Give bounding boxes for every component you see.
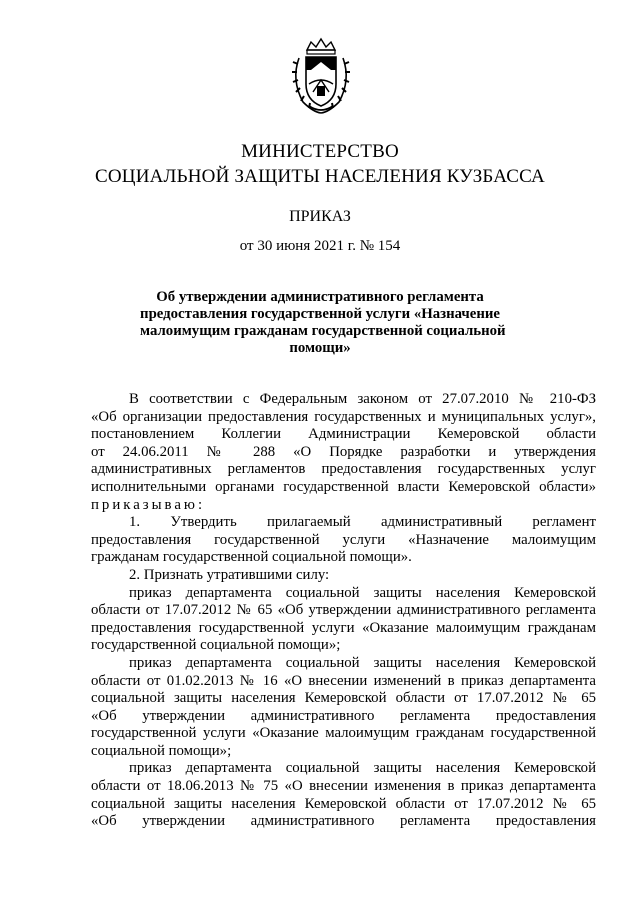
body-line: области от 01.02.2013 № 16 «О внесении изменений в приказ департамента (91, 672, 596, 689)
body-line: В соответствии с Федеральным законом от 27.07.2010 № 210-ФЗ (129, 391, 596, 407)
coat-of-arms-icon (289, 36, 353, 116)
order-title (140, 289, 506, 357)
body-line: приказ департамента социальной защиты населения Кемеровской (129, 760, 596, 777)
body-line: приказ департамента социальной защиты населения Кемеровской (129, 584, 596, 601)
order-title-line: помощи» (289, 340, 351, 356)
ministry-title-line-2: СОЦИАЛЬНОЙ ЗАЩИТЫ НАСЕЛЕНИЯ КУЗБАССА (95, 166, 545, 187)
body-line: «Об утверждении административного регламента предоставления (91, 707, 596, 724)
body-line: от 24.06.2011 № 288 «О Порядке разработки и утверждения (91, 443, 596, 460)
body-line: социальной защиты населения Кемеровской области от 17.07.2012 № 65 (91, 795, 596, 812)
body-line: государственной социальной помощи»; (91, 637, 341, 654)
document-date-number: от 30 июня 2021 г. № 154 (239, 238, 401, 254)
ministry-title-line-1: МИНИСТЕРСТВО (241, 141, 399, 162)
body-line: «Об организации предоставления государственных и муниципальных услуг», (91, 408, 596, 425)
body-line-item-2: 2. Признать утратившими силу: (129, 566, 330, 583)
order-title-line: малоимущим гражданам государственной социальной (140, 323, 506, 339)
body-line: приказ департамента социальной защиты населения Кемеровской (129, 654, 596, 671)
body-line: «Об утверждении административного регламента предоставления (91, 813, 596, 830)
body-line: государственной услуги «Оказание малоимущим гражданам государственной (91, 725, 596, 742)
body-line: социальной помощи»; (91, 742, 232, 759)
body-line: области от 17.07.2012 № 65 «Об утверждении административного регламента (91, 602, 596, 619)
body-line: предоставления государственной услуги «Назначение малоимущим (91, 531, 596, 548)
order-title-line: Об утверждении административного регламента (156, 289, 484, 305)
body-line: постановлением Коллегии Администрации Кемеровской области (91, 426, 596, 443)
coat-of-arms-emblem (289, 36, 353, 116)
body-line: административных регламентов предоставления государственных услуг (91, 461, 596, 478)
body-line: исполнительными органами государственной власти Кемеровской области» (91, 478, 596, 495)
body-line-decree: приказываю: (91, 496, 206, 513)
document-type: ПРИКАЗ (289, 208, 351, 225)
body-line: гражданам государственной социальной помощи». (91, 549, 412, 566)
document-body (91, 391, 596, 831)
order-title-line: предоставления государственной услуги «Назначение (140, 306, 500, 322)
body-line: области от 18.06.2013 № 75 «О внесении изменения в приказ департамента (91, 778, 596, 795)
body-line: предоставления государственной услуги «Оказание малоимущим гражданам (91, 619, 596, 636)
body-line-item-1: 1. Утвердить прилагаемый административный регламент (129, 514, 596, 531)
body-line: социальной защиты населения Кемеровской области от 17.07.2012 № 65 (91, 690, 596, 707)
